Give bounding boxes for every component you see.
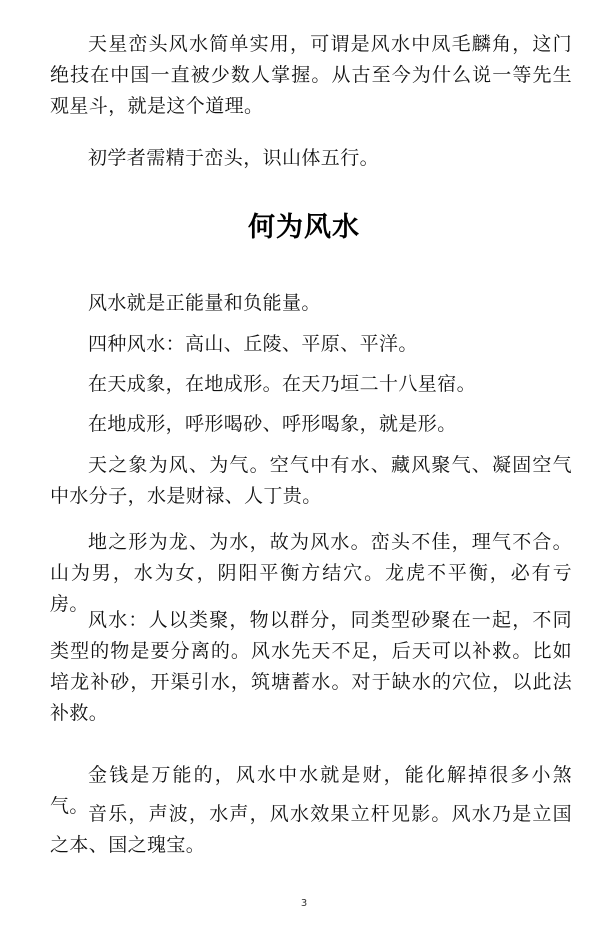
section-heading: 何为风水 <box>248 212 360 243</box>
body-paragraph: 在天成象，在地成形。在天乃垣二十八星宿。 <box>88 373 477 395</box>
body-paragraph: 金钱是万能的，风水中水就是财，能化解掉很多小煞气。 <box>50 764 572 817</box>
body-paragraph: 天之象为风、为气。空气中有水、藏风聚气、凝固空气中水分子，水是财禄、人丁贵。 <box>50 454 572 507</box>
body-paragraph: 地之形为龙、为水，故为风水。峦头不佳，理气不合。山为男，水为女，阴阳平衡方结穴。龙虎不平衡，必有亏房。 <box>50 531 572 615</box>
page-number: 3 <box>300 898 308 909</box>
body-paragraph: 风水：人以类聚，物以群分，同类型砂聚在一起，不同类型的物是要分离的。风水先天不足，后天可以补救。比如培龙补砂，开渠引水，筑塘蓄水。对于缺水的穴位，以此法补救。 <box>50 609 572 724</box>
intro-paragraph: 初学者需精于峦头，识山体五行。 <box>88 147 380 169</box>
body-paragraph: 在地成形，呼形喝砂、呼形喝象，就是形。 <box>88 413 457 435</box>
body-paragraph: 音乐，声波，水声，风水效果立杆见影。风水乃是立国之本、国之瑰宝。 <box>50 803 572 856</box>
body-paragraph: 风水就是正能量和负能量。 <box>88 292 321 314</box>
intro-paragraph: 天星峦头风水简单实用，可谓是风水中凤毛麟角，这门绝技在中国一直被少数人掌握。从古至今为什么说一等先生观星斗，就是这个道理。 <box>50 33 572 117</box>
body-paragraph: 四种风水：高山、丘陵、平原、平洋。 <box>88 333 418 355</box>
